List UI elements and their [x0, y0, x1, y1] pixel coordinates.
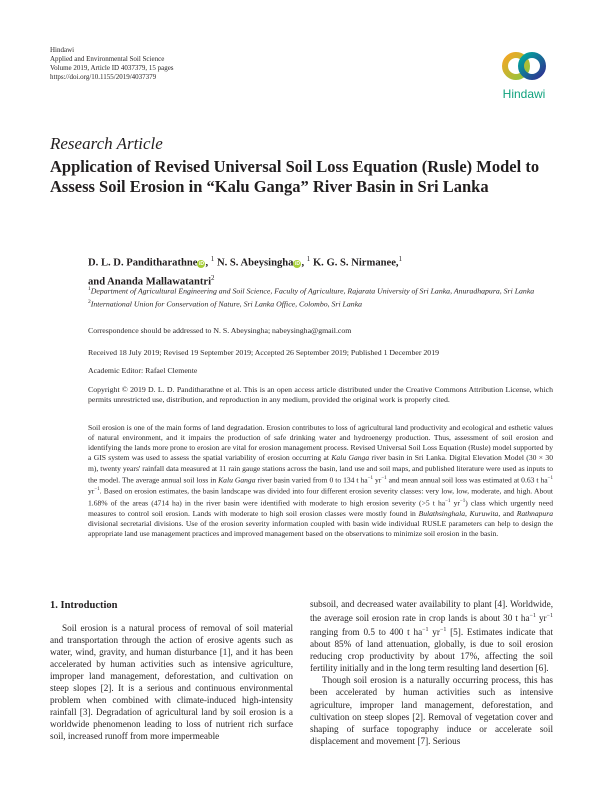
abstract-text: Soil erosion is one of the main forms of land degradation. Erosion contributes to loss of agricultural land productivity and ecological and esthetic values of natural environment, and it impairs the production of safe drinking water and hydroenergy production. Thus, assessment of soil erosion and identifying the lands more prone to erosion are vital for erosion management process. Revised Universal Soil Loss Equation (Rusle) model supported by a GIS system was used to assess the spatial variability of erosion occurring at	[88, 423, 553, 463]
abstract-text: river basin varied from 0 to 134 t ha	[255, 475, 368, 485]
paragraph: Though soil erosion is a naturally occurring process, this has been accelerated by human activities such as intensive agriculture, improper land management, deforestation, and cultivation on steep slopes [2]. Removal of vegetation cover and shaping of surface topography induce or accelerate soil displacement and movement [7]. Serious	[310, 675, 553, 746]
abstract-text: divisional secretarial divisions. Use of the erosion severity information coupled with basin wide individual RUSLE parameters can help to design the appropriate land use management practices and improved management based on the observations to minimize soil erosion in the basin.	[88, 519, 553, 539]
exponent: −1	[439, 627, 447, 634]
exponent: −1	[459, 499, 466, 505]
abstract-emphasis: Kuruwita	[469, 508, 499, 518]
journal-name: Applied and Environmental Soil Science	[50, 55, 165, 63]
abstract-text: yr	[88, 487, 95, 496]
author-name[interactable]: D. L. D. Panditharathne	[88, 257, 198, 269]
abstract-text: yr	[450, 498, 460, 508]
journal-publisher: Hindawi	[50, 46, 75, 54]
abstract-emphasis: Kalu Ganga	[218, 475, 256, 485]
paper-title: Application of Revised Universal Soil Loss Equation (Rusle) Model to Assess Soil Erosion in “Kalu Ganga” River Basin in Sri Lanka	[50, 157, 540, 196]
copyright-notice: Copyright © 2019 D. L. D. Panditharathne et al. This is an open access article distributed under the Creative Commons Attribution License, which permits unrestricted use, distribution, and reproduction in any medium, provided the original work is properly cited.	[88, 385, 553, 404]
hindawi-logo-icon	[501, 46, 547, 86]
abstract-emphasis: Rathnapura	[516, 508, 553, 518]
abstract-emphasis: Bulathsinghala	[418, 508, 466, 518]
paragraph-text: ranging from 0.5 to 400 t ha	[310, 627, 423, 638]
hindawi-logo	[495, 46, 553, 101]
affiliation-sup: 1	[88, 286, 91, 292]
author-affil-sup: 2	[211, 273, 215, 282]
journal-info	[50, 46, 174, 82]
section-heading: 1. Introduction	[50, 600, 118, 611]
author-affil-sup: 1	[306, 255, 311, 263]
exponent: −1	[422, 627, 429, 634]
abstract-text: . Based on erosion estimates, the basin landscape was divided into four different erosion severity classes: very low, low, moderate, and high. About 1.68% of the areas (4714 ha) in the river basin were identified with moderate to high erosion severity (>5 t ha	[88, 487, 553, 508]
abstract-text: river basin in Sri Lanka. Digital Elevation Model (30 × 30 m), twenty years' rainfall data measured at 11 rain gauge stations across the basin, land use and soil maps, and published literature were used as inputs to the model. The average annual soil loss in	[88, 453, 553, 485]
paragraph-text: yr	[428, 627, 440, 638]
paragraph-text: subsoil, and decreased water availability to plant [4]. Worldwide, the average soil erosion rate in crop lands is about 30 t ha	[310, 599, 553, 624]
journal-doi[interactable]: https://doi.org/10.1155/2019/4037379	[50, 73, 157, 81]
exponent: −1	[546, 613, 554, 620]
paragraph-text: yr	[535, 613, 547, 624]
exponent: −1	[367, 475, 374, 481]
abstract-text: , and	[498, 508, 517, 518]
academic-editor: Academic Editor: Rafael Clemente	[88, 366, 198, 375]
abstract	[88, 423, 553, 539]
affiliation-text: International Union for Conservation of Nature, Sri Lanka Office, Colombo, Sri Lanka	[90, 299, 363, 309]
affiliation-item	[88, 284, 558, 297]
article-type: Research Article	[50, 134, 163, 153]
author-affil-sup: 1	[210, 255, 215, 263]
orcid-icon[interactable]: iD	[198, 260, 204, 267]
author-name[interactable]: K. G. S. Nirmanee,	[312, 257, 399, 269]
affiliation-text: Department of Agricultural Engineering and Soil Science, Faculty of Agriculture, Rajarata University of Sri Lanka, Anuradhapura, Sri Lanka	[90, 286, 535, 296]
exponent: −1	[94, 487, 100, 493]
author-separator: ,	[301, 257, 307, 269]
paragraph	[310, 598, 553, 674]
right-column	[310, 598, 553, 747]
exponent: −1	[547, 475, 553, 481]
exponent: −1	[445, 499, 451, 505]
abstract-text: ) class which urgently need measures to control soil erosion. Lands with moderate to high soil erosion classes were mostly found in	[88, 498, 553, 518]
affiliations	[88, 284, 558, 309]
left-column	[50, 622, 293, 742]
hindawi-logo-text: Hindawi	[502, 87, 546, 101]
exponent: −1	[529, 613, 536, 620]
author-separator: ,	[205, 257, 211, 269]
abstract-text: and mean annual soil loss was estimated at 0.63 t ha	[386, 475, 548, 485]
affiliation-sup: 2	[88, 298, 91, 305]
abstract-emphasis: Kalu Ganga	[331, 453, 370, 463]
author-affil-sup: 1	[398, 255, 403, 263]
paragraph: Soil erosion is a natural process of removal of soil material and transportation through the action of erosive agents such as water, wind, gravity, and human disturbance [1], and it has been accelerated by human activities such as intensive agriculture, improper land management, deforestation, and cultivation on steep slopes [2]. It is a serious and continuous environmental problem when combined with climate-induced high-intensity rainfall [3]. Degradation of agricultural land by soil erosion is a worldwide phenomenon leading to loss of nutrient rich surface soil, increased runoff from more impermeable	[50, 623, 293, 742]
affiliation-item	[88, 297, 558, 310]
abstract-text: ,	[465, 508, 470, 518]
abstract-text: yr	[373, 475, 382, 485]
author-name[interactable]: N. S. Abeysingha	[216, 257, 294, 269]
author-name[interactable]: and Ananda Mallawatantri	[88, 276, 212, 288]
exponent: −1	[381, 475, 387, 481]
correspondence: Correspondence should be addressed to N. S. Abeysingha; nabeysingha@gmail.com	[88, 326, 352, 335]
orcid-icon[interactable]: iD	[294, 260, 300, 267]
publication-dates: Received 18 July 2019; Revised 19 September 2019; Accepted 26 September 2019; Published 1 December 2019	[88, 348, 440, 357]
journal-volume: Volume 2019, Article ID 4037379, 15 pages	[50, 64, 174, 72]
paragraph-text: [5]. Estimates indicate that about 85% of land attenuation, globally, is due to soil erosion reducing crop productivity by about 17%, affecting the soil fertility initially and in the long term resulting land desertion [6].	[310, 627, 554, 674]
